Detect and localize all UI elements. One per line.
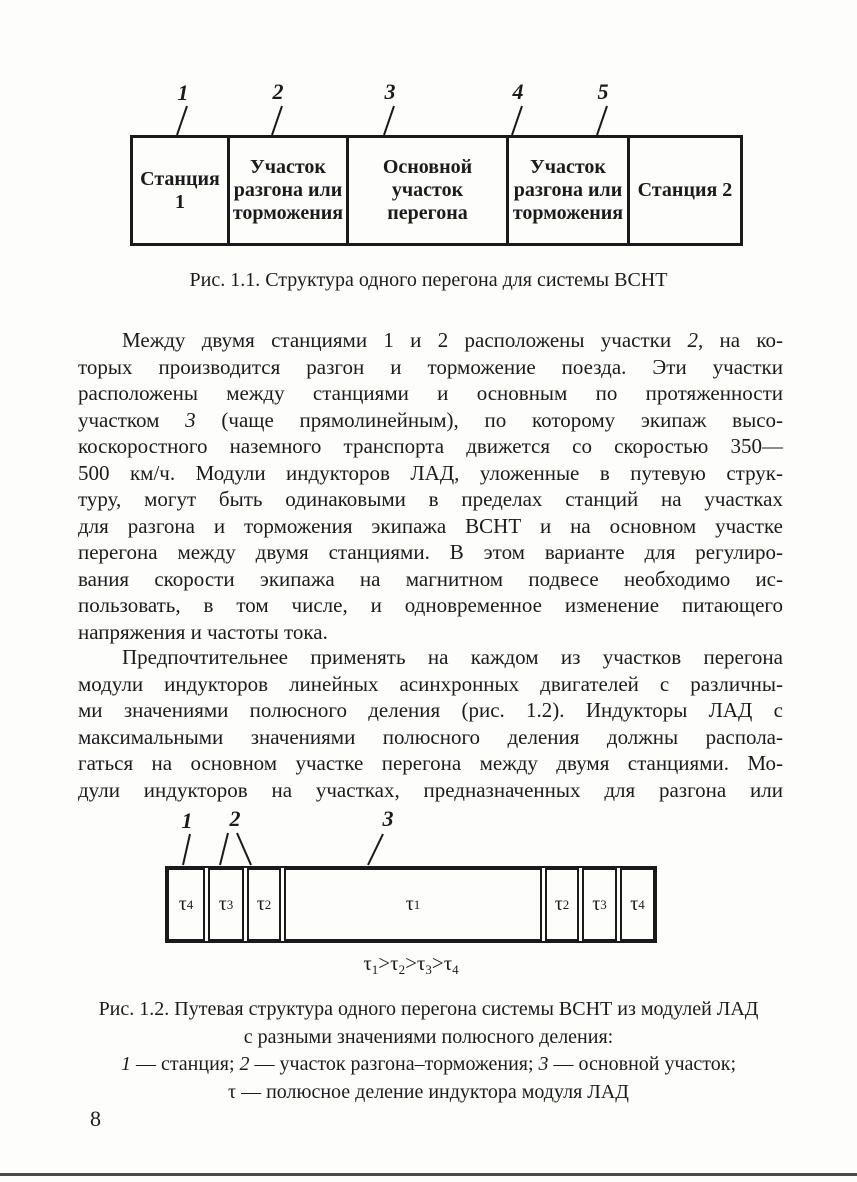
fig2-caption-line-2: с разными значениями полюсного деления:: [243, 1025, 614, 1048]
text-line: перегона между двумя станциями. В этом варианте для регулиро-: [78, 540, 783, 564]
fig2-callout-2: 2: [229, 806, 241, 831]
text-line: туру, могут быть одинаковыми в пределах станций на участках: [78, 487, 783, 511]
fig1-callout-3: 3: [384, 79, 396, 104]
fig1-callout-4: 4: [512, 79, 524, 104]
tau3-module-right: τ 3: [582, 868, 617, 941]
body-paragraph-2: [78, 644, 783, 803]
tau-inequality-formula: $\tau_1>\tau_2>\tau_3>\tau_4$: [363, 951, 459, 977]
tau1-module-main: τ 1: [284, 868, 542, 941]
text-line: максимальными значениями полюсного деления должны распола-: [78, 724, 783, 749]
fig2-caption-line-3: 1 — станция; 2 — участок разгона–торможения; 3 — основной участок;: [120, 1053, 737, 1075]
fig2-caption-line-4: τ — полюсное деление индуктора модуля ЛАД: [228, 1080, 629, 1103]
fig1-callout-5: 5: [597, 79, 609, 104]
tau2-module-right: τ 2: [545, 868, 579, 941]
page-number: 8: [90, 1106, 101, 1131]
figure-1-2-diagram: [165, 866, 657, 943]
fig1-leader-lines: [130, 82, 743, 136]
station-1-box: Станция 1: [133, 138, 230, 243]
text-line: напряжения и частоты тока.: [78, 619, 328, 644]
text-line: дули индукторов на участках, предназначенных для разгона или: [78, 777, 783, 802]
text-line: для разгона и торможения экипажа ВСНТ и на основном участке: [78, 513, 783, 538]
text-line: участком 3 (чаще прямолинейным), по которому экипаж высо-: [78, 407, 784, 432]
text-line: пользовать, в том числе, и одновременное изменение питающего: [78, 593, 783, 617]
text-line: Предпочтительнее применять на каждом из участков перегона: [122, 645, 783, 669]
page-bottom-rule: [0, 1173, 857, 1176]
fig2-callout-1: 1: [181, 808, 193, 833]
fig2-leader-lines: [165, 808, 657, 868]
figure-1-2-caption: [0, 996, 857, 1106]
fig2-caption-line-1: Рис. 1.2. Путевая структура одного перегона системы ВСНТ из модулей ЛАД: [98, 998, 759, 1020]
main-section-box: Основной участок перегона: [349, 138, 509, 243]
station-2-box: Станция 2: [637, 179, 733, 201]
text-line: вания скорости экипажа на магнитном подвесе необходимо ис-: [78, 566, 783, 591]
fig1-callout-1: 1: [177, 80, 189, 105]
figure-1-1-caption: Рис. 1.1. Структура одного перегона для системы ВСНТ: [189, 269, 668, 291]
text-line: Между двумя станциями 1 и 2 расположены участки 2, на ко-: [122, 328, 783, 352]
fig1-callout-2: 2: [272, 79, 284, 104]
tau2-module-left: τ 2: [247, 868, 281, 941]
text-line: гаться на основном участке перегона между двумя станциями. Мо-: [78, 751, 783, 775]
text-line: ми значениями полюсного деления (рис. 1.2). Индукторы ЛАД с: [78, 698, 783, 722]
text-line: коскоростного наземного транспорта движется со скоростью 350—: [78, 434, 783, 458]
text-line: расположены между станциями и основным по протяженности: [78, 381, 783, 405]
tau4-module-right: τ 4: [620, 868, 655, 941]
accel-brake-section-box-right: Участок разгона или торможения: [509, 138, 630, 243]
fig2-callout-3: 3: [382, 806, 394, 831]
body-paragraph-1: [78, 327, 783, 645]
figure-1-1-diagram: [130, 135, 743, 246]
accel-brake-section-box-left: Участок разгона или торможения: [230, 138, 349, 243]
text-line: 500 км/ч. Модули индукторов ЛАД, уложенные в путевую струк-: [78, 460, 783, 485]
text-line: модули индукторов линейных асинхронных двигателей с различны-: [78, 671, 783, 696]
text-line: торых производится разгон и торможение поезда. Эти участки: [78, 354, 783, 379]
tau3-module-left: τ 3: [208, 868, 244, 941]
tau4-module-left: τ 4: [167, 868, 205, 941]
